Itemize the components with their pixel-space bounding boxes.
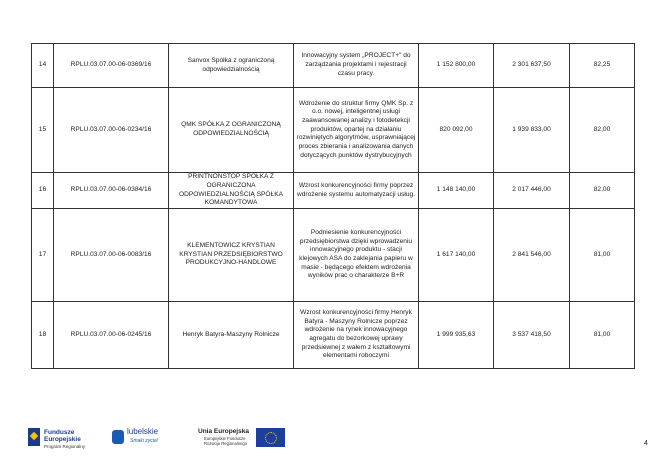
cell-lp: 14 <box>32 44 54 88</box>
cell-wnioskodawca: Henryk Batyra-Maszyny Rolnicze <box>169 302 294 369</box>
fe-sub: Program Regionalny <box>44 444 86 449</box>
cell-punkty: 81,00 <box>570 302 635 369</box>
cell-wartosc: 2 301 637,50 <box>494 44 570 88</box>
cell-nr: RPLU.03.07.00-06-0245/16 <box>54 302 169 369</box>
lubelskie-slogan: Smaki życia! <box>130 438 159 444</box>
cell-nr: RPLU.03.07.00-06-0384/16 <box>54 173 169 209</box>
cell-punkty: 82,00 <box>570 173 635 209</box>
cell-dofinansowanie: 1 148 140,00 <box>419 173 494 209</box>
table-row <box>32 302 635 369</box>
lubelskie-mark-icon <box>112 430 124 444</box>
cell-wartosc: 1 939 833,00 <box>494 88 570 173</box>
cell-tytul: Podniesienie konkurencyjności przedsiębiorstwa dzięki wprowadzeniu innowacyjnego produktu - stacji klejowych ASA do zaklejania papieru w masie - będącego efektem wdrożenia wyników prac o charakterze B+R <box>294 209 419 302</box>
cell-lp: 17 <box>32 209 54 302</box>
page-number: 4 <box>644 440 648 447</box>
cell-wnioskodawca: KLEMENTOWICZ KRYSTIAN KRYSTIAN PRZEDSIĘBIORSTWO PRODUKCYJNO-HANDLOWE <box>169 209 294 302</box>
ue-sub1: Europejskie Fundusze <box>204 436 246 441</box>
cell-wartosc: 2 841 546,00 <box>494 209 570 302</box>
table-row <box>32 44 635 88</box>
fe-title1: Fundusze <box>44 429 75 436</box>
cell-punkty: 82,00 <box>570 88 635 173</box>
cell-punkty: 81,00 <box>570 209 635 302</box>
fe-title2: Europejskie <box>44 436 81 443</box>
cell-lp: 16 <box>32 173 54 209</box>
cell-lp: 15 <box>32 88 54 173</box>
cell-dofinansowanie: 820 092,00 <box>419 88 494 173</box>
lubelskie-title: lubelskie <box>127 427 159 436</box>
projects-table <box>31 43 635 369</box>
cell-punkty: 82,25 <box>570 44 635 88</box>
cell-wnioskodawca: Sanvox Spółka z ograniczoną odpowiedzialnością <box>169 44 294 88</box>
cell-dofinansowanie: 1 617 140,00 <box>419 209 494 302</box>
cell-nr: RPLU.03.07.00-06-0234/16 <box>54 88 169 173</box>
cell-tytul: Wzrost konkurencyjności firmy Henryk Batyra - Maszyny Rolnicze poprzez wdrożenie na rynek innowacyjnego agregatu do bezorkowej uprawy przedsiewnej z wałem z kształtowymi elementami roboczymi <box>294 302 419 369</box>
cell-lp: 18 <box>32 302 54 369</box>
cell-nr: RPLU.03.07.00-06-0083/16 <box>54 209 169 302</box>
cell-tytul: Wdrożenie do struktur firmy QMK Sp. z o.o. nowej, inteligentnej usługi zaawansowanej analizy i fotodetekcji produktów, opartej na działaniu rozwiniętych algorytmów, usprawniającej proces zbierania i analizowania danych dotyczących punktów dystrybucyjnych <box>294 88 419 173</box>
cell-tytul: Innowacyjny system „PROJECT+" do zarządzania projektami i rejestracji czasu pracy. <box>294 44 419 88</box>
table-row <box>32 88 635 173</box>
cell-tytul: Wzrost konkurencyjności firmy poprzez wdrożenie systemu automatyzacji usług. <box>294 173 419 209</box>
cell-wnioskodawca: QMK SPÓŁKA Z OGRANICZONĄ ODPOWIEDZIALNOŚCIĄ <box>169 88 294 173</box>
cell-nr: RPLU.03.07.00-06-0369/16 <box>54 44 169 88</box>
ue-sub2: Rozwoju Regionalnego <box>204 441 248 446</box>
ue-title: Unia Europejska <box>198 428 249 435</box>
cell-wartosc: 2 017 446,00 <box>494 173 570 209</box>
cell-dofinansowanie: 1 152 800,00 <box>419 44 494 88</box>
table-row <box>32 173 635 209</box>
cell-wnioskodawca: PRINTNONSTOP SPÓŁKA Z OGRANICZONA ODPOWIEDZIALNOŚCIĄ SPÓŁKA KOMANDYTOWA <box>169 173 294 209</box>
fe-flag-icon <box>28 428 40 446</box>
table-row <box>32 209 635 302</box>
eu-flag-icon <box>256 428 285 447</box>
cell-wartosc: 3 537 418,50 <box>494 302 570 369</box>
cell-dofinansowanie: 1 999 935,63 <box>419 302 494 369</box>
